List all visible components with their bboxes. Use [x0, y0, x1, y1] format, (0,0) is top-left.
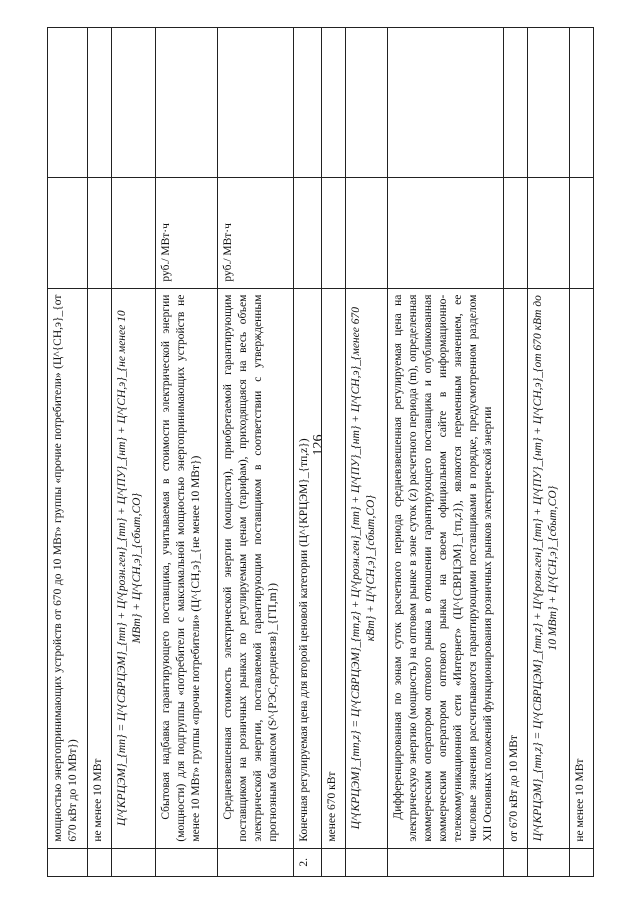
cell-desc: Ц^{КРЦЭМ}_{тп,z} = Ц^{СВРЦЭМ}_{тп,z} + Ц^{розн.ген}_{тп} + Ц^{ПУ}_{нт} + Ц^{СН,э}_{менее 670 кВт} + Ц^{СН,э}_{сбыт,СО} [346, 288, 388, 848]
cell-num [528, 848, 570, 876]
cell-num: 2. [294, 848, 322, 876]
table-row [570, 28, 594, 877]
table-row [388, 28, 504, 877]
cell-desc: мощностью энергопринимающих устройств от 670 до 10 МВт» группы «прочие потребители» (Ц^{СН,э}_{от 670 кВт до 10 МВт}) [48, 288, 88, 848]
table-row [504, 28, 528, 877]
cell-desc: от 670 кВт до 10 МВт [504, 288, 528, 848]
cell-num [218, 848, 294, 876]
cell-num [504, 848, 528, 876]
cell-desc: не менее 10 МВт [570, 288, 594, 848]
cell-num [88, 848, 112, 876]
page-number: 126 [311, 434, 326, 456]
cell-val [112, 28, 156, 178]
cell-desc: менее 670 кВт [322, 288, 346, 848]
cell-desc: Дифференцированная по зонам суток расчетного периода средневзвешенная регулируемая цена на электрическую энергию (мощность) на оптовом рынке в зоне суток (z) расчетного периода (m), определенная коммерческим оператором оптового рынка в отношении гарантирующего поставщика и опубликованная коммерческим оператором оптового рынка на своем официальном сайте в информационно-телекоммуникационной сети «Интернет» (Ц^{СВРЦЭМ}_{тп,z}), являются переменным значением, ее числовые значения рассчитываются гарантирующими поставщиками в порядке, предусмотренном разделом XII Основных положений функционирования розничных рынков электрической энергии [388, 288, 504, 848]
cell-val [388, 28, 504, 178]
cell-num [156, 848, 218, 876]
cell-unit [112, 178, 156, 288]
cell-num [48, 848, 88, 876]
table-row [156, 28, 218, 877]
tariff-table [47, 27, 594, 877]
table-row [218, 28, 294, 877]
cell-desc: Средневзвешенная стоимость электрической энергии (мощности), приобретаемой гарантирующим поставщиком на розничных рынках по регулируемым ценам (тарифам), приходящаяся на весь объем электрической энергии, поставляемой гарантирующим поставщиком в соответствии с утвержденным прогнозным балансом (S^{РЭС,средневзв}_{ГП,m}) [218, 288, 294, 848]
cell-unit [88, 178, 112, 288]
cell-desc: Конечная регулируемая цена для второй ценовой категории (Ц^{КРЦЭМ}_{тп,z}) [294, 288, 322, 848]
rotated-table-container [47, 27, 593, 877]
cell-unit [346, 178, 388, 288]
cell-unit [528, 178, 570, 288]
cell-unit [388, 178, 504, 288]
table-row [322, 28, 346, 877]
cell-unit [48, 178, 88, 288]
cell-desc: Ц^{КРЦЭМ}_{тп} = Ц^{СВРЦЭМ}_{тп} + Ц^{розн.ген}_{тп} + Ц^{ПУ}_{нт} + Ц^{СН,э}_{не менее 10 МВт} + Ц^{СН,э}_{сбыт,СО} [112, 288, 156, 848]
cell-val [48, 28, 88, 178]
cell-val [218, 28, 294, 178]
cell-num [112, 848, 156, 876]
table-row [294, 28, 322, 877]
cell-num [388, 848, 504, 876]
cell-desc: Ц^{КРЦЭМ}_{тп,z} = Ц^{СВРЦЭМ}_{тп,z} + Ц^{розн.ген}_{тп} + Ц^{ПУ}_{нт} + Ц^{СН,э}_{от 670 кВт до 10 МВт} + Ц^{СН,э}_{сбыт,СО} [528, 288, 570, 848]
table-row [528, 28, 570, 877]
cell-unit: руб./ МВт·ч [156, 178, 218, 288]
cell-unit [570, 178, 594, 288]
cell-val [294, 28, 322, 178]
cell-unit [294, 178, 322, 288]
cell-num [570, 848, 594, 876]
cell-desc: не менее 10 МВт [88, 288, 112, 848]
cell-val [322, 28, 346, 178]
cell-val [504, 28, 528, 178]
cell-unit: руб./ МВт·ч [218, 178, 294, 288]
table-row [112, 28, 156, 877]
cell-val [528, 28, 570, 178]
cell-desc: Сбытовая надбавка гарантирующего поставщика, учитываемая в стоимости электрической энергии (мощности) для подгруппы «потребители с максимальной мощностью энергопринимающих устройств не менее 10 МВт» группы «прочие потребители» (Ц^{СН,э}_{не менее 10 МВт}) [156, 288, 218, 848]
cell-num [346, 848, 388, 876]
cell-unit [322, 178, 346, 288]
cell-val [88, 28, 112, 178]
cell-num [322, 848, 346, 876]
cell-val [156, 28, 218, 178]
table-row [48, 28, 88, 877]
cell-val [346, 28, 388, 178]
cell-unit [504, 178, 528, 288]
table-row [346, 28, 388, 877]
cell-val [570, 28, 594, 178]
table-row [88, 28, 112, 877]
